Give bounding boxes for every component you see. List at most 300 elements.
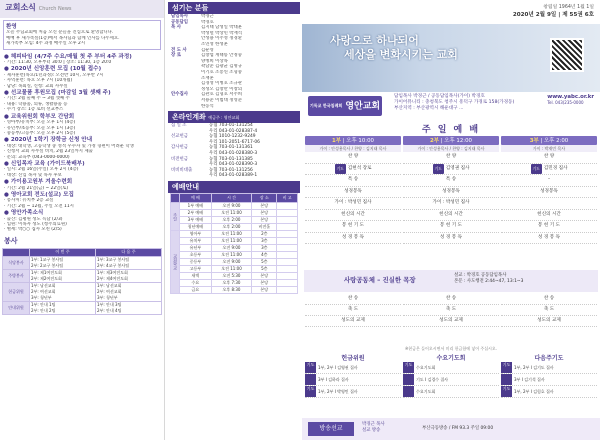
staff-names: 김경성 이병호 조규관 [201, 81, 242, 87]
meeting-table [170, 193, 298, 294]
bongsa-entry: 2부: 2교구 봉사팀 [31, 262, 64, 268]
prayer-tag: 기도 [403, 362, 414, 373]
news-item-line: · 중등부/고등부: 오늘 오후 2시 (5층) [4, 130, 76, 136]
issue-date: 2020년 2월 9일 | 제 55권 6호 [512, 12, 594, 18]
online-account-header: 온라인계좌 예금주 : 영안교회 [168, 111, 300, 123]
bongsa-entry: 1부: 제3여전도회 [97, 269, 128, 275]
meeting-cell: 오전 11:00 [211, 266, 251, 273]
church-logo: 기독교 한국침례회 영안교회 [308, 96, 382, 116]
news-item-line: · 대상: 대학생, 고등학생 중 성적 우수자 및 가정 형편이 어려운 학생 [4, 143, 134, 149]
prayer-row [501, 386, 597, 398]
meeting-cell [277, 266, 298, 273]
meeting-cell: 새벽 [180, 273, 212, 280]
bongsa-entry: 1부: 안내 1팀 [31, 301, 56, 307]
service-item: – [501, 175, 597, 187]
meeting-cell: 본당 [252, 210, 277, 217]
service-item: 가이 : 박성민 집사 [403, 198, 499, 210]
prayer-tag: 기도 [335, 164, 346, 175]
meeting-cell [277, 203, 298, 210]
prayer-column-title: 수요기도회 [436, 355, 466, 362]
bongsa-entry: 1부: 제1여전도회 [31, 269, 62, 275]
service-time: | 오후 12:00 [439, 138, 472, 144]
staff-names: 한동석 [201, 103, 214, 109]
news-item-line: · 기간: 2월 21일(금) ~ 22일(토) [4, 185, 69, 191]
meeting-cell: 영아부 [180, 231, 212, 238]
account-type: 비비비대출 [171, 167, 193, 173]
welcome-line: 새가족부 모임: 4주 과정 매주일 오후 2시 [6, 41, 86, 47]
meeting-cell: 청년예배 [180, 224, 212, 231]
staff-names: 조연성 한성훈 [201, 41, 228, 47]
bongsa-entry: 2부: 제4여전도회 [97, 275, 128, 281]
bongsa-row [3, 301, 162, 314]
sermon-box [304, 270, 598, 292]
meeting-cell: 4층 [252, 252, 277, 259]
broadcast-text: 박경근 목사 설교 방송 [362, 422, 385, 433]
bongsa-entry: 2부: 4교구 봉사팀 [97, 262, 130, 268]
bongsa-label: 헌금위원 [3, 282, 30, 301]
news-item-title: ● 2020년 1학기 장학금 신청 안내 [4, 137, 93, 144]
meeting-row [171, 238, 298, 245]
welcome-lines [6, 30, 158, 46]
meeting-header-cell: 비 고 [277, 194, 298, 203]
staff-names: 정성오 김창만 이창의 [201, 86, 242, 92]
bongsa-header [3, 248, 30, 256]
meeting-cell: 유년부 [180, 245, 212, 252]
welcome-box [3, 20, 161, 50]
news-item-title: ● 헤피타임 (4/7주 수요/매월 첫 주 부터 4주 과정) [4, 53, 132, 60]
closing-column [501, 294, 597, 327]
service-item: 봉 헌 기 도 [305, 221, 401, 233]
prayer-row [501, 374, 597, 386]
service-item [501, 198, 597, 210]
news-item-line: · 내용: 학용품, 의류, 생활용품 등 [4, 101, 68, 107]
closing-item: 축 도 [403, 305, 499, 316]
news-item [4, 193, 160, 209]
broadcast-button[interactable]: 방송선교 [308, 422, 354, 436]
prayer-tag: 기도 [501, 362, 512, 373]
welcome-title: 환영 [6, 24, 17, 30]
welcome-line: 오늘 주님교회에 처음 오신 분들을 진심으로 환영합니다. [6, 30, 114, 36]
prayer-text: 기도 I 김경수 집사 [416, 376, 449, 382]
prayer-row [501, 362, 597, 374]
staff-names: 김지태 남성일 박대훈 [201, 25, 242, 31]
meeting-cell: 수요 [180, 280, 212, 287]
meeting-cell: 본당 [252, 280, 277, 287]
prayer-text: 1부, 2부 I 김힘호 집사 [514, 388, 554, 394]
service-label: 1부 [332, 138, 342, 144]
bongsa-row [3, 282, 162, 301]
service-header [501, 136, 597, 145]
news-item-line: · 담당: 목회실, 신청: 교회 사무실 [4, 83, 68, 89]
church-info-row [302, 92, 600, 120]
service-item [305, 164, 401, 176]
staff-names: 김관호 김형호 서주희 [201, 92, 242, 98]
account-type: 십 일 조 [171, 123, 187, 129]
service-column [305, 136, 401, 244]
church-news-column [0, 0, 165, 440]
account-type: 감사헌금 [171, 145, 188, 151]
meeting-cell: 오후 7:30 [211, 280, 251, 287]
staff-role: 전 도 사 [171, 47, 187, 53]
closing-item: 성도의 교제 [305, 316, 401, 327]
prayer-text: 1부, 2부 I 박영민 집사 [318, 388, 358, 394]
meeting-cell [277, 245, 298, 252]
news-item-line: · 기간: 2월 ~ 12월, 주일 오전 11시 [4, 203, 74, 209]
meeting-cell: 2부 예배 [180, 210, 212, 217]
prayer-row [403, 386, 499, 398]
meeting-cell [277, 287, 298, 294]
account-type [171, 173, 209, 179]
bongsa-title: 봉사 [4, 236, 18, 245]
service-item: 특 송 [305, 175, 401, 187]
prayer-text: 1부, 2부 I 김영권 집사 [318, 364, 358, 370]
meeting-cell: 본당 [252, 217, 277, 224]
closing-item: 축 도 [501, 305, 597, 316]
prayer-tag [501, 374, 512, 385]
service-item: 헌신의 시간 [501, 210, 597, 222]
bongsa-entry: 2부: 안내 2팀 [31, 307, 56, 313]
prayer-column-title: 헌금위원 [341, 355, 365, 362]
meeting-cell: 오전 5:30 [211, 273, 251, 280]
account-number: 우리 043-01-028389-1 [209, 173, 258, 179]
bongsa-next-week [96, 256, 162, 269]
news-item-title: ● 가이용고원부 겨울수련회 [4, 179, 73, 186]
meeting-cell: 본당 [252, 287, 277, 294]
staff-role: 장 로 [171, 53, 182, 59]
service-item: 가이 : 박성민 집사 [305, 198, 401, 210]
meeting-cell: 고등부 [180, 266, 212, 273]
prayer-column [403, 353, 499, 415]
meeting-cell: 오전 11:00 [211, 210, 251, 217]
bongsa-next-week [96, 282, 162, 301]
bongsa-label: 주방봉사 [3, 269, 30, 282]
service-header [403, 136, 499, 145]
meeting-cell: 본당 [252, 203, 277, 210]
meeting-header-cell: 시 간 [211, 194, 251, 203]
bongsa-entry: 1부: 3교구 봉사팀 [97, 256, 130, 262]
meeting-cell: 중등부 [180, 259, 212, 266]
bongsa-row [3, 256, 162, 269]
bongsa-entry: 3부: 청년부 [97, 294, 118, 300]
bongsa-header: 이 번 주 [30, 248, 96, 256]
cover-banner [302, 24, 600, 92]
prayer-row [403, 374, 499, 386]
service-item: 봉 헌 기 도 [501, 221, 597, 233]
bongsa-header: 다 음 주 [96, 248, 162, 256]
service-item [501, 164, 597, 176]
prayer-row [305, 362, 401, 374]
service-item: 성 경 봉 독 [501, 233, 597, 245]
meeting-cell: 본당 [252, 273, 277, 280]
staff-names: 조재훈 [201, 75, 214, 81]
prayer-tag [305, 374, 316, 385]
account-number: 우리 043-01-028390-3 [209, 162, 258, 168]
account-number: 농협 703-01-131254 [209, 123, 253, 129]
bongsa-this-week [30, 301, 96, 314]
prayer-text: 1부, 2부 I 김기도 집사 [514, 364, 554, 370]
prayer-row [305, 374, 401, 386]
bongsa-entry: 3부: 청년부 [31, 294, 52, 300]
meeting-cell [277, 273, 298, 280]
meeting-cell: 오후 2:00 [211, 217, 251, 224]
offering-note: ※현금은 들어오시면서 미리 헌금함에 넣어 주십시오. [404, 346, 498, 351]
bongsa-this-week [30, 282, 96, 301]
news-item [4, 115, 160, 137]
meeting-row [171, 217, 298, 224]
staff-role: 담임목사 [171, 14, 188, 19]
meeting-cell: 오전 9:00 [211, 203, 251, 210]
broadcast-footer [302, 418, 600, 440]
bongsa-entry: 1부: 남선교회 [97, 282, 122, 288]
news-item-line: · 대상: 신입 목자 및 목자 후보 [4, 172, 62, 178]
meeting-cell [277, 280, 298, 287]
meeting-row [171, 259, 298, 266]
news-item-line: · 사역훈련: 목요 오후 7시 (10개월) [4, 78, 73, 84]
news-item [4, 180, 160, 191]
meeting-row [171, 273, 298, 280]
news-item [4, 138, 160, 160]
worship-title: 주 일 예 배 [421, 125, 481, 135]
staff-role: 안수집사 [171, 92, 188, 98]
meeting-cell [277, 259, 298, 266]
bongsa-this-week [30, 256, 96, 269]
slogan: 사랑으로 하나되어 세상을 변화시키는 교회 [330, 34, 458, 61]
staff-list [168, 14, 300, 109]
bongsa-entry: 2부: 안내 4팀 [97, 307, 122, 313]
closing-item: 찬 송 [403, 294, 499, 305]
bongsa-table [2, 248, 162, 315]
staff-names: 서용준 이범대 정영준 [201, 97, 242, 103]
account-number: 우리 043-01-028387-4 [209, 128, 258, 134]
sermon-title: 사랑공동체 – 진실한 목장 [344, 276, 416, 284]
worship-services [304, 136, 598, 244]
closing-item: 찬 송 [305, 294, 401, 305]
meeting-cell: 5층 [252, 266, 277, 273]
meeting-row [171, 245, 298, 252]
prayer-name: 김영권 집사 [445, 165, 470, 171]
meeting-cell: 비전홀 [252, 224, 277, 231]
news-item-line: · 일시: 2월 16일(주일) 오후 2시 (4층) [4, 167, 79, 173]
bongsa-label: 안내위원 [3, 301, 30, 314]
church-news-header: 교회소식 Church News [0, 0, 164, 18]
service-column [403, 136, 499, 244]
news-item [4, 55, 160, 66]
prayer-row [305, 386, 401, 398]
cover-column [302, 0, 600, 440]
bongsa-entry: 1부: 안내 3팀 [97, 301, 122, 307]
meeting-cell [277, 231, 298, 238]
staff-names: 김순영 [201, 47, 214, 53]
bongsa-next-week [96, 301, 162, 314]
meeting-cell: 초등부 [180, 252, 212, 259]
prayer-section [304, 353, 598, 415]
news-item-line: · 유년부/초등부: 오늘 오후 1시 (3층) [4, 125, 76, 131]
meeting-header-cell: 예 배 [180, 194, 212, 203]
news-item-line: · 봉사처: 유치부 2층 교실 [4, 198, 54, 204]
meeting-cell: 오전 9:00 [211, 259, 251, 266]
prayer-text: 수요기도회 [416, 364, 436, 370]
meeting-cell: 오전 9:00 [211, 245, 251, 252]
closing-column [403, 294, 499, 327]
prayer-tag: 기도 [531, 164, 542, 175]
prayer-column [501, 353, 597, 415]
staff-names: 박성렬 박상민 박재석 [201, 30, 242, 36]
meeting-cell: 오후 2:00 [211, 224, 251, 231]
service-label: 3부 [529, 138, 539, 144]
news-item [4, 162, 160, 178]
meeting-row [171, 231, 298, 238]
meeting-row [171, 210, 298, 217]
news-item-title: ● 영아교회 전도(설교) 모집 [4, 191, 74, 198]
closing-column [305, 294, 401, 327]
qr-code-icon[interactable] [550, 38, 584, 72]
meeting-header-cell [171, 194, 180, 203]
meeting-cell: 3층 [252, 238, 277, 245]
bongsa-entry: 2부: 여선교회 [31, 288, 56, 294]
closing-item: 성도의 교제 [403, 316, 499, 327]
meeting-row [171, 252, 298, 259]
service-item: 특 송 [403, 175, 499, 187]
news-item-line: · 신청서 교회 사무실 비치, 2월 23일까지 제출 [4, 149, 93, 155]
news-item-line: · 기간: 11:30, 오후부터 30:0 | 장소: 11:30, 1층 20:0 [4, 60, 112, 66]
news-item-title: ● 선교물품 후원모집 (마감일 3월 셋째 주) [4, 90, 111, 97]
staff-names: 이기호 조봉연 조형중 [201, 69, 242, 75]
account-row [168, 173, 300, 179]
bongsa-next-week [96, 269, 162, 282]
service-item: 찬 양 [305, 152, 401, 164]
meeting-group: 주일 [171, 203, 180, 231]
prayer-column [305, 353, 401, 415]
news-item-title: ● 교육위원회 학부모 간담회 [4, 113, 75, 120]
meeting-cell: 2층 [252, 231, 277, 238]
broadcast-info: 부산극동방송 / FM 93.3 주일 09:00 [422, 426, 494, 431]
meeting-row [171, 266, 298, 273]
news-item-line: · 출산: 김평원 성도 득남 (2/3) [4, 216, 63, 222]
service-item: 성경봉독 [501, 187, 597, 199]
service-item: 성 경 봉 독 [403, 233, 499, 245]
service-label: 2부 [430, 138, 440, 144]
news-item-line: · 기간: 2월 둘째 주 ~ 3월 셋째 주 [4, 96, 70, 102]
meeting-row [171, 224, 298, 231]
account-number: 우리 101-2051-6717-06 [209, 139, 260, 145]
service-item: 성경봉독 [305, 187, 401, 199]
service-leaders: 가이 : 박재민 목사 [501, 145, 597, 152]
service-item: 성경봉독 [403, 187, 499, 199]
news-item-line: · 문의: 교육부 (043-0000-0000) [4, 154, 70, 160]
prayer-name: 김현석 장로 [347, 165, 372, 171]
account-number: 농협 703-01-131256 [209, 167, 253, 173]
meeting-cell [277, 217, 298, 224]
account-number: 농협 703-01-131361 [209, 145, 253, 151]
website-link[interactable]: www.yabc.or.kr Tel. 043)235-0000 [547, 94, 594, 105]
staff-names: 곽남준 김광균 김명규 [201, 64, 242, 70]
prayer-tag: 기도 [433, 164, 444, 175]
prayer-row [403, 362, 499, 374]
news-item-line: · 영아부/유치부: 오늘 오후 1시 (4층) [4, 120, 76, 126]
meeting-cell: 금요 [180, 287, 212, 294]
service-item: 찬 양 [403, 152, 499, 164]
news-item-line: · 제자훈련(목요/1년과정): 오전반 10시, 오후반 7시 [4, 72, 104, 78]
prayer-text: 수요기도회 [416, 388, 436, 394]
service-item: 봉 헌 기 도 [403, 221, 499, 233]
account-number: 농협 1010-1232-9249 [209, 134, 256, 140]
service-time: | 오후 2:00 [538, 138, 569, 144]
bongsa-label: 식당봉사 [3, 256, 30, 269]
meeting-cell: 5층 [252, 259, 277, 266]
staff-names: 박경호 [201, 19, 214, 25]
bongsa-entry: 1부: 남선교회 [31, 282, 56, 288]
prayer-tag [403, 374, 414, 385]
prayer-text: 3부 I 김하라 집사 [318, 376, 349, 382]
bongsa-entry: 2부: 제2여전도회 [31, 275, 62, 281]
meeting-cell: 오전 11:00 [211, 252, 251, 259]
staff-row [168, 104, 300, 110]
staff-role: 목 사 [171, 25, 182, 31]
welcome-line: 예배 후 새가족실(1층)에서 목사님과 함께 인사를 나누세요. [6, 35, 120, 41]
service-time: | 오후 10:00 [341, 138, 374, 144]
meeting-row [171, 287, 298, 294]
account-list [168, 123, 300, 179]
worship-closing [304, 294, 598, 327]
staff-header: 섬기는 분들 [168, 2, 300, 14]
prayer-tag: 기도 [501, 386, 512, 397]
staff-role [171, 104, 201, 110]
staff-names: 안성용 이주성 정경환 [201, 36, 242, 42]
meeting-cell: 오전 11:00 [211, 231, 251, 238]
meeting-cell: 1부 예배 [180, 203, 212, 210]
news-item-title: ● 2020년 신앙훈련 모집 (10월 접수) [4, 66, 102, 73]
service-item: 성 경 봉 독 [305, 233, 401, 245]
prayer-tag: 기도 [305, 362, 316, 373]
staff-names: 박경근 [201, 14, 214, 19]
meeting-cell: 3부 예배 [180, 217, 212, 224]
account-number: 우리 043-01-028380-3 [209, 151, 258, 157]
prayer-name: 김민경 집사 [543, 165, 568, 171]
founded-date: 창립일 1964년 1월 1일 [543, 5, 594, 10]
bongsa-this-week [30, 269, 96, 282]
bongsa-entry: 1부: 1교구 봉사팀 [31, 256, 64, 262]
prayer-column-title: 다음주기도 [534, 355, 564, 362]
staff-names: 양병희 이상목 [201, 58, 228, 64]
meeting-cell: 오후 8:30 [211, 287, 251, 294]
service-item: 헌신의 시간 [305, 210, 401, 222]
news-item-title: ● 신입목자 교육 (가이드북배부) [4, 160, 85, 167]
service-column [501, 136, 597, 244]
prayer-tag [403, 386, 414, 397]
service-leaders: 가이 : 안성용목사 / 찬양 : 김지태 목사 [403, 145, 499, 152]
meeting-cell: 3층 [252, 245, 277, 252]
meeting-header-cell: 장 소 [252, 194, 277, 203]
meeting-group: 교회학교 [171, 231, 180, 294]
staff-column [168, 0, 300, 440]
meeting-row [171, 203, 298, 210]
closing-item: 축 도 [305, 305, 401, 316]
news-item-line: · 수거 장소: 1층 로비 선교부스 [4, 107, 64, 113]
meeting-cell [277, 224, 298, 231]
pastor-info: 담임목사 박경근 / 공동담임목사(가이) 박경호 가이어뮤니티 : 충청북도 청주시 흥덕구 가경로 158(가경동) 부산지역 : 부산광역시 해운대구 ... [394, 94, 515, 111]
account-type: 비전헌금 [171, 156, 188, 162]
sermon-details: 설교 : 박경호 공동담임목사 본문 : 사도행전 2:44~47, 13:1~3 [454, 273, 524, 284]
news-list [0, 52, 164, 234]
meeting-cell: 오전 11:00 [211, 238, 251, 245]
service-leaders: 가이 : 안성용목사 / 찬양 : 김지태 목사 [305, 145, 401, 152]
service-header [305, 136, 401, 145]
meeting-cell [277, 238, 298, 245]
news-item [4, 67, 160, 89]
staff-role: 공동담임 [171, 19, 188, 25]
prayer-text: 3부 I 김기석 집사 [514, 376, 545, 382]
news-item-line: · 별세: 박○○ 집사 모친 (2/5) [4, 227, 62, 233]
